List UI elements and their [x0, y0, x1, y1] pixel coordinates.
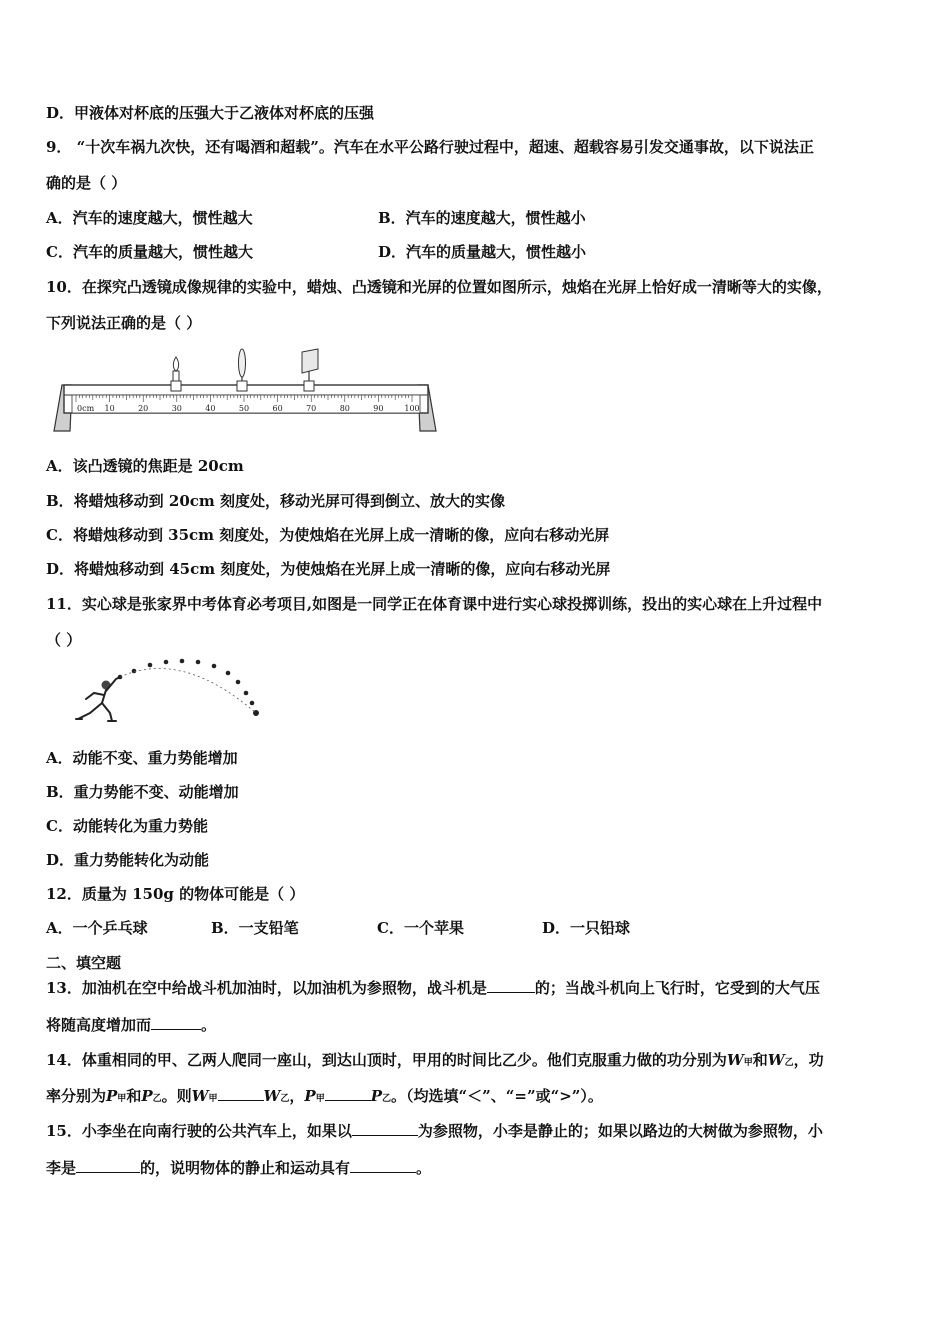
- q14-text-ze: 。则: [161, 1087, 192, 1105]
- q9-option-c: C．汽车的质量越大，惯性越大: [46, 243, 253, 261]
- q14-sub-yi: 乙: [280, 1094, 290, 1104]
- q15-blank-2[interactable]: [76, 1158, 140, 1173]
- q12-stem: 12．质量为 150g 的物体可能是（ ）: [46, 885, 305, 903]
- q12-option-b: B．一支铅笔: [211, 919, 299, 937]
- q11-option-c: C．动能转化为重力势能: [46, 817, 208, 835]
- q14-sub-yi: 乙: [784, 1058, 794, 1068]
- ruler-tick-label: 100: [404, 404, 420, 413]
- q15-text-4: 的，说明物体的静止和运动具有: [140, 1159, 351, 1177]
- q13-blank-1[interactable]: [487, 978, 535, 993]
- q13-blank-2[interactable]: [151, 1015, 201, 1030]
- q13-text-4: 。: [201, 1016, 217, 1034]
- ruler-tick-label: 90: [373, 404, 384, 413]
- q13-line1: [46, 978, 820, 998]
- q14-symbol-p: P: [141, 1087, 153, 1105]
- ruler-tick-label: 0cm: [77, 404, 95, 413]
- q14-symbol-p: P: [304, 1087, 316, 1105]
- q14-blank-1[interactable]: [218, 1086, 264, 1101]
- q12-option-a: A．一个乒乓球: [46, 919, 148, 937]
- q14-sub-jia: 甲: [117, 1094, 127, 1104]
- q14-blank-2[interactable]: [325, 1086, 371, 1101]
- q14-symbol-w: W: [726, 1051, 744, 1069]
- candle-icon: [171, 357, 181, 391]
- q14-symbol-p: P: [370, 1087, 382, 1105]
- q14-line1: [46, 1050, 824, 1073]
- q9-stem-line2: 确的是（ ）: [46, 174, 127, 192]
- q15-blank-3[interactable]: [350, 1158, 416, 1173]
- q14-text-tail: 。（均选填“＜”、“=”或“>”）。: [391, 1087, 603, 1105]
- athlete-icon: [76, 677, 120, 721]
- q13-text-2: 的；当战斗机向上飞行时，它受到的大气压: [534, 979, 820, 997]
- q14-text-he: 和: [752, 1051, 768, 1069]
- q11-stem-line1: 11．实心球是张家界中考体育必考项目,如图是一同学正在体育课中进行实心球投掷训练，投出的实心球在上升过程中: [46, 595, 823, 613]
- q15-text-1: 15．小李坐在向南行驶的公共汽车上，如果以: [46, 1122, 352, 1140]
- q9-option-b: B．汽车的速度越大，惯性越小: [378, 209, 586, 227]
- shot-put-figure: [72, 655, 267, 727]
- q15-text-3: 李是: [46, 1159, 77, 1177]
- q14-text-he: 和: [126, 1087, 142, 1105]
- q13-text-1: 13．加油机在空中给战斗机加油时，以加油机为参照物，战斗机是: [46, 979, 487, 997]
- q9-stem-line1: 9． “十次车祸九次快，还有喝酒和超载”。汽车在水平公路行驶过程中，超速、超载容易引发交通事故，以下说法正: [46, 138, 814, 156]
- ruler-tick-label: 60: [272, 404, 283, 413]
- ruler-tick-label: 30: [171, 404, 182, 413]
- q10-option-b: B．将蜡烛移动到 20cm 刻度处，移动光屏可得到倒立、放大的实像: [46, 492, 506, 510]
- ruler-tick-label: 20: [138, 404, 149, 413]
- q14-symbol-w: W: [263, 1087, 281, 1105]
- q13-text-3: 将随高度增加而: [46, 1016, 152, 1034]
- q15-text-5: 。: [416, 1159, 432, 1177]
- ruler-tick-label: 50: [238, 404, 250, 413]
- q14-text-1: 14．体重相同的甲、乙两人爬同一座山，到达山顶时，甲用的时间比乙少。他们克服重力做的功分别为: [46, 1051, 727, 1069]
- q11-option-a: A．动能不变、重力势能增加: [46, 749, 238, 767]
- q8-option-d: D．甲液体对杯底的压强大于乙液体对杯底的压强: [46, 104, 375, 122]
- q14-sub-jia: 甲: [315, 1094, 325, 1104]
- q9-option-d: D．汽车的质量越大，惯性越小: [378, 243, 587, 261]
- q15-line2: [46, 1158, 431, 1178]
- q10-option-d: D．将蜡烛移动到 45cm 刻度处，为使烛焰在光屏上成一清晰的像，应向右移动光屏: [46, 560, 611, 578]
- q15-line1: [46, 1121, 823, 1141]
- q14-sub-jia: 甲: [743, 1058, 753, 1068]
- q10-option-c: C．将蜡烛移动到 35cm 刻度处，为使烛焰在光屏上成一清晰的像，应向右移动光屏: [46, 526, 610, 544]
- q14-symbol-p: P: [106, 1087, 118, 1105]
- q11-stem-line2: （ ）: [46, 631, 82, 649]
- q15-text-2: 为参照物，小李是静止的；如果以路边的大树做为参照物，小: [417, 1122, 823, 1140]
- q10-option-a: A．该凸透镜的焦距是 20cm: [46, 457, 244, 475]
- q14-symbol-w: W: [191, 1087, 209, 1105]
- ruler-tick-label: 10: [104, 404, 115, 413]
- ruler-tick-label: 80: [339, 404, 350, 413]
- q13-line2: [46, 1015, 216, 1035]
- q14-line2: [46, 1086, 603, 1109]
- q14-sub-jia: 甲: [208, 1094, 218, 1104]
- q14-text-gong: ，功: [793, 1051, 824, 1069]
- ruler-tick-label: 70: [306, 404, 317, 413]
- q12-option-c: C．一个苹果: [377, 919, 464, 937]
- section-heading-fill-in: 二、填空题: [46, 954, 122, 972]
- convex-lens-icon: [237, 349, 247, 391]
- q14-sub-yi: 乙: [381, 1094, 391, 1104]
- q9-option-a: A．汽车的速度越大，惯性越大: [46, 209, 253, 227]
- optical-bench-figure: [50, 345, 442, 435]
- q11-option-b: B．重力势能不变、动能增加: [46, 783, 239, 801]
- q14-symbol-w: W: [767, 1051, 785, 1069]
- q14-sub-yi: 乙: [152, 1094, 162, 1104]
- q14-text-2: 率分别为: [46, 1087, 107, 1105]
- q11-option-d: D．重力势能转化为动能: [46, 851, 210, 869]
- q15-blank-1[interactable]: [352, 1121, 418, 1136]
- q10-stem-line2: 下列说法正确的是（ ）: [46, 314, 202, 332]
- q10-stem-line1: 10．在探究凸透镜成像规律的实验中，蜡烛、凸透镜和光屏的位置如图所示，烛焰在光屏上恰好成一清晰等大的实像，: [46, 278, 832, 296]
- q12-option-d: D．一只铅球: [542, 919, 631, 937]
- q14-text-comma: ，: [289, 1087, 305, 1105]
- ruler-tick-label: 40: [205, 404, 216, 413]
